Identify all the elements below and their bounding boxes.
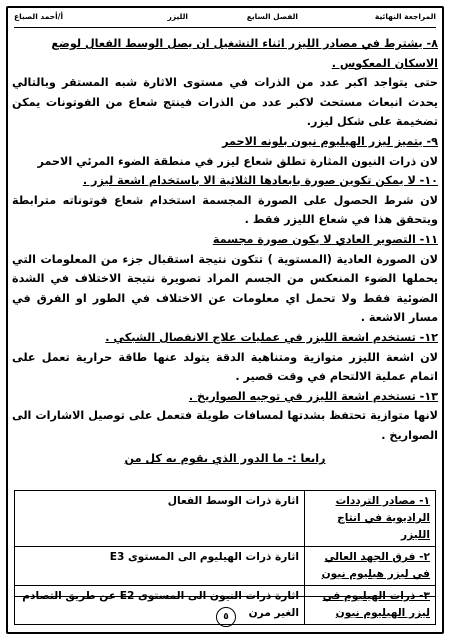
header-unit: الفصل السابع: [246, 12, 298, 21]
answer-10: لان شرط الحصول على الصورة المجسمة استخدام شعاع فوتوناته مترابطة ويتحقق هذا في شعاع الليزر فقط .: [12, 193, 438, 227]
answer-12: لان اشعة الليزر متوازية ومتناهية الدقة يتولد عنها طاقة حرارية تعمل على اتمام عملية الالتحام في وقت قصير .: [12, 350, 438, 384]
header-chapter: المراجعة النهائية: [374, 12, 436, 21]
role-item: ٣- ذرات الهيليوم في ليزر الهيليوم نيون: [305, 586, 436, 625]
question-8: ٨- يشترط في مصادر الليزر اثناء التشغيل ان يصل الوسط الفعال لوضع الاسكان المعكوس .: [51, 37, 438, 70]
page-header: [14, 12, 436, 26]
header-topic: الليزر: [167, 12, 188, 21]
footer-divider: [14, 596, 436, 597]
role-item: ١- مصادر الترددات الراديوية في انتاج الليزر: [305, 491, 436, 547]
header-divider: [14, 27, 436, 28]
question-11: ١١- التصوير العادي لا يكون صورة مجسمة: [212, 232, 438, 246]
role-description: اثارة ذرات النيون الى المستوى E2 عن طريق التصادم الغير مرن: [15, 586, 305, 625]
question-13: ١٣- تستخدم اشعة الليزر في توجيه الصواريخ .: [188, 389, 438, 403]
table-row: [15, 547, 436, 586]
header-author: أ/أحمد الصباع: [14, 12, 64, 21]
answer-9: لان ذرات النيون المثارة تطلق شعاع ليزر في منطقة الضوء المرئي الاحمر: [37, 154, 438, 168]
answer-8: حتى يتواجد اكبر عدد من الذرات في مستوى الاثارة شبه المستقر وبالتالي يحدث انبعاث مستحث لاكبر عدد من الذرات فينتج شعاع من الفوتونات يمكن تضخيمة على شكل ليزر.: [12, 76, 438, 129]
table-row: [15, 491, 436, 547]
role-description: اثارة ذرات الهيليوم الى المستوى E3: [15, 547, 305, 586]
answer-13: لانها متوازية تحتفظ بشدتها لمسافات طويلة فتعمل على توصيل الاشارات الى الصواريخ .: [12, 409, 438, 442]
content: [12, 34, 438, 469]
page-number: ٥: [216, 607, 236, 627]
roles-table: [14, 490, 436, 625]
question-12: ١٢- تستخدم اشعة الليزر في عمليات علاج الانفصال الشبكي .: [105, 330, 438, 344]
question-9: ٩- يتميز ليزر الهيليوم نيون بلونه الاحمر: [222, 134, 438, 148]
role-item: ٢- فرق الجهد العالي في ليزر هيليوم نيون: [305, 547, 436, 586]
question-10: ١٠- لا يمكن تكوين صورة بابعادها الثلاثية الا باستخدام اشعة ليزر .: [82, 174, 438, 188]
role-description: اثارة ذرات الوسط الفعال: [15, 491, 305, 547]
answer-11: لان الصورة العادية (المستوية ) تتكون نتيجة استقبال جزء من المعلومات التي يحملها الضوء المنعكس من الجسم المراد تصويرة نتيجة الاختلاف في الشدة الضوئية فقط ولا تحمل اي معلومات عن الاختلاف في الطور او الفرق في مسار الاشعة .: [12, 252, 438, 325]
part4-title: رابعا :- ما الدور الذي يقوم به كل من: [124, 452, 326, 466]
